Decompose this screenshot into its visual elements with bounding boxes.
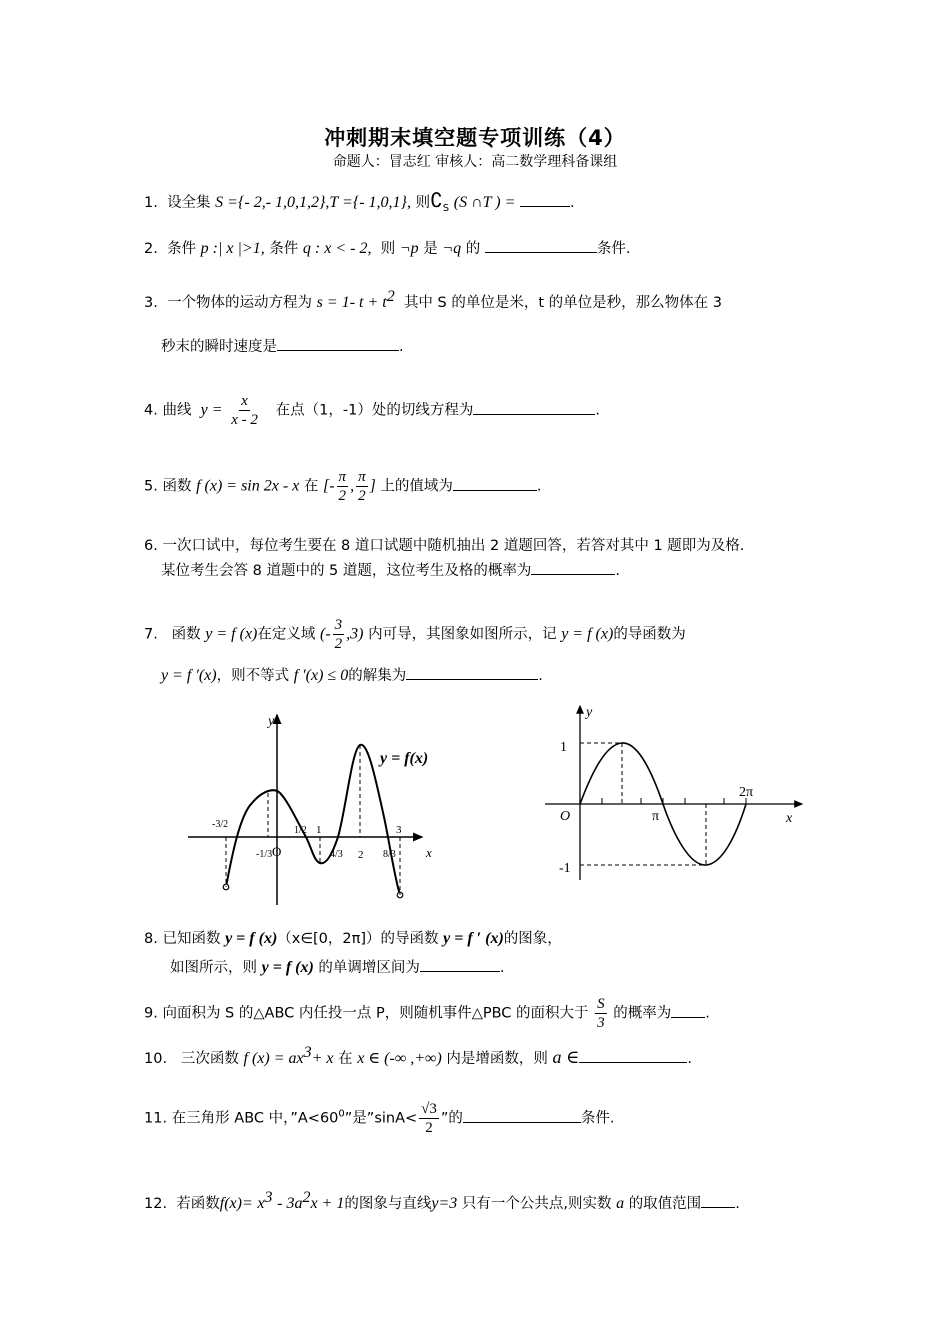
question-number: 3. [144,294,158,311]
tick-label: -1 [559,861,571,876]
question-number: 10. [144,1050,168,1067]
question-text: 在定义域 [257,626,316,643]
question-text: 条件 [167,241,197,257]
question-number: 9. [144,1005,158,1022]
math-expression: , [350,477,355,495]
answer-blank[interactable] [453,475,537,491]
question-6-line-2 [161,558,620,584]
fraction-denominator: 2 [425,1120,433,1136]
fraction-denominator: 3 [597,1015,605,1031]
math-expression: y=3 [431,1194,458,1212]
math-expression: ,3) [346,625,364,643]
question-text: 的导函数为 [613,626,686,643]
answer-blank[interactable] [701,1192,735,1208]
origin-label: O [272,844,282,859]
question-text: 只有一个公共点,则实数 [461,1195,612,1212]
question-text: 若函数 [176,1195,220,1212]
math-expression: x [257,1194,265,1212]
tick-label: 1 [316,824,322,836]
math-expression: a [616,1194,625,1212]
tick-label: 1 [560,740,567,755]
math-expression: - 3a [277,1194,303,1212]
tick-label: 8/3 [383,849,396,860]
fraction [337,468,349,505]
math-expression: y = f (x) [205,625,258,643]
question-text: 条件. [580,1110,615,1127]
math-expression: q : x < - 2, [302,240,372,257]
question-7-line-2 [161,663,543,689]
function-graph-1 [180,705,450,915]
question-text: ，则不等式 [216,668,290,684]
curve-f [226,745,400,895]
tick-marks [602,798,746,804]
question-number: 11. [144,1110,168,1127]
question-text: 在点（1，-1）处的切线方程为 [275,402,474,419]
question-text: 秒末的瞬时速度是 [161,339,277,355]
question-4 [144,392,600,429]
question-text: 的图象与直线 [344,1195,432,1212]
question-10 [144,1040,692,1072]
fraction [419,1100,439,1137]
question-text: 已知函数 [162,931,221,947]
period: . [595,402,600,419]
answer-blank[interactable] [463,1107,581,1123]
fraction [356,468,368,505]
period: . [705,1005,710,1022]
answer-blank[interactable] [671,1002,705,1018]
question-number: 12. [144,1195,168,1212]
question-text: 则 [415,195,431,211]
question-text: 某位考生会答 8 道题中的 5 道题，这位考生及格的概率为 [161,563,532,579]
question-text: 一个物体的运动方程为 [167,294,313,311]
function-graph-2 [540,700,810,890]
answer-blank[interactable] [420,956,500,972]
period: . [499,960,505,976]
question-text: 在三角形 ABC 中，”A<60 [171,1110,339,1127]
tick-label: 3 [396,824,402,836]
page-title: 冲刺期末填空题专项训练（4） [324,126,626,150]
period: . [615,563,620,579]
question-number: 5. [144,478,158,495]
tick-label: 2π [739,785,754,800]
fraction-denominator: x - 2 [231,412,258,428]
question-number: 8. [144,931,158,947]
question-6 [144,533,744,559]
question-text: 内可导，其图象如图所示，记 [368,626,557,643]
question-text: 一次口试中，每位考生要在 8 道口试题中随机抽出 2 道题回答，若答对其中 1 题即为及格. [162,538,745,554]
question-text: 其中 S 的单位是米，t 的单位是秒，那么物体在 3 [403,294,722,311]
question-text: 条件. [596,241,631,257]
question-5 [144,468,542,505]
question-text: 函数 [171,626,201,643]
question-text: ”是”sinA< [344,1110,418,1127]
answer-blank[interactable] [406,664,538,680]
math-exponent: 3 [264,1189,273,1206]
superscript: 0 [338,1108,345,1120]
curve-label: y = f(x) [380,750,429,767]
y-axis-label: y [586,705,593,720]
answer-blank[interactable] [520,191,570,207]
math-expression: ¬p [399,240,419,257]
tick-label: 2 [358,849,364,861]
question-number: 6. [144,538,158,554]
question-text: 内是增函数，则 [446,1050,548,1067]
fraction [229,392,260,429]
fraction-denominator: 2 [334,636,343,652]
period: . [570,195,575,211]
tick-label: 1/2 [294,825,307,836]
question-3 [144,284,722,316]
math-expression: (- [320,625,331,643]
math-expression: y = f ′(x) [161,667,217,684]
x-axis-label: x [426,845,432,860]
question-text: 的解集为 [348,668,407,684]
fraction-numerator: S [597,996,605,1012]
math-expression: y = f ′ (x) [443,930,504,947]
fraction-numerator: 3 [334,617,343,633]
math-expression: f(x)= [219,1194,253,1212]
answer-blank[interactable] [277,335,399,351]
period: . [399,339,404,355]
question-number: 1. [144,195,158,211]
fraction [595,995,607,1032]
question-1 [144,188,575,222]
fraction-numerator: √3 [421,1101,437,1117]
fraction-numerator: π [338,469,347,485]
answer-blank[interactable] [485,237,597,253]
question-2 [144,236,630,262]
question-text: 的单调增区间为 [318,960,420,976]
period: . [735,1195,740,1212]
question-7 [144,616,686,653]
math-expression: f (x) = sin 2x - x [196,477,300,495]
math-exponent: 3 [303,1044,312,1061]
origin-label: O [560,809,571,824]
fraction-numerator: x [241,393,248,409]
fraction [333,616,345,653]
question-text: 是 [423,241,438,257]
question-9 [144,995,710,1032]
question-text: ”的 [440,1110,463,1127]
question-text: （x∈[0，2π]）的导函数 [277,931,439,947]
math-expression: y = [200,401,223,419]
x-axis-label: x [786,811,793,826]
question-text: 在 [338,1050,353,1067]
tick-label: π [652,809,660,824]
fraction-denominator: 2 [338,488,347,504]
math-expression: x + 1 [310,1194,345,1212]
question-text: 的 [465,241,481,257]
question-text: 的图象， [503,931,562,947]
question-text: 如图所示，则 [170,960,257,976]
math-expression: a ∈ [552,1046,580,1067]
math-expression: + x [311,1049,334,1067]
guide-lines [226,745,400,895]
answer-blank[interactable] [473,399,595,415]
y-axis-label: y [268,714,275,729]
question-text: 在 [303,478,319,495]
math-expression: ¬q [442,240,462,257]
complement-symbol: ∁ [430,190,443,212]
tick-label: -3/2 [212,819,229,830]
period: . [538,668,543,684]
question-3-line-2 [161,334,404,360]
question-12 [144,1185,740,1217]
period: . [687,1050,692,1067]
math-expression: f (x) = ax [243,1049,304,1067]
question-text: 则 [380,241,396,257]
math-expression: p :| x |>1, [200,240,265,257]
question-number: 7. [144,626,158,643]
math-expression: ] [369,477,376,495]
math-expression: [- [322,477,335,495]
period: . [536,478,542,495]
question-11 [144,1100,615,1137]
math-expression: y = f (x) [261,959,314,976]
question-8-line-2 [170,955,505,981]
question-text: 设全集 [167,195,211,211]
question-8 [144,926,562,952]
question-text: 三次函数 [180,1050,239,1067]
math-subscript: S [442,202,450,214]
math-expression: S ={- 2,- 1,0,1,2},T ={- 1,0,1}, [215,194,411,211]
math-exponent: 2 [386,288,395,305]
question-text: 的取值范围 [628,1195,702,1212]
math-expression: f ′(x) ≤ 0 [293,667,349,684]
question-text: 的概率为 [613,1005,672,1022]
math-expression: y = f (x) [225,930,278,947]
question-text: 条件 [269,241,299,257]
fraction-numerator: π [358,469,366,485]
question-text: 上的值域为 [380,478,453,495]
tick-label: 4/3 [330,849,343,860]
question-text: 向面积为 S 的△ABC 内任投一点 P，则随机事件△PBC 的面积大于 [162,1005,589,1022]
math-expression: y = f (x) [561,625,614,643]
math-exponent: 2 [302,1189,311,1206]
question-text: 函数 [162,478,192,495]
page-subtitle: 命题人：冒志红 审核人：高二数学理科备课组 [332,154,618,170]
math-expression: (S ∩T ) = [453,194,516,211]
math-expression: x ∈ (-∞ ,+∞) [357,1049,442,1067]
question-number: 4. [144,402,158,419]
answer-blank[interactable] [531,559,615,575]
question-text: 曲线 [162,402,192,419]
fraction-denominator: 2 [358,488,366,504]
math-expression: s = 1- t + t [316,293,387,311]
question-number: 2. [144,241,158,257]
answer-blank[interactable] [579,1047,687,1063]
tick-label: -1/3 [256,849,273,860]
